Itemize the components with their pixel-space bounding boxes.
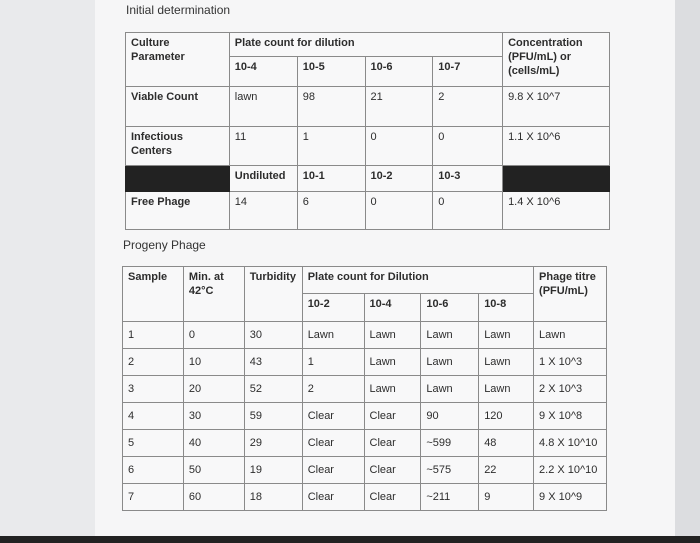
dilution-header: 10-8 xyxy=(479,294,534,322)
turbidity-cell: 19 xyxy=(244,457,302,484)
dilution-cell: 48 xyxy=(479,430,534,457)
right-background xyxy=(675,0,700,536)
subheader-cell: 10-1 xyxy=(297,166,365,192)
dilution-cell: Clear xyxy=(364,403,421,430)
subheader-cell: 10-2 xyxy=(365,166,433,192)
sample-header: Sample xyxy=(123,267,184,322)
concentration-cell: 1.1 X 10^6 xyxy=(503,127,610,166)
titre-cell: 9 X 10^9 xyxy=(534,484,607,511)
row-name: Viable Count xyxy=(126,87,230,127)
table-row xyxy=(123,457,607,484)
minutes-cell: 20 xyxy=(183,376,244,403)
turbidity-header: Turbidity xyxy=(244,267,302,322)
row-name: Infectious Centers xyxy=(126,127,230,166)
dilution-cell: Lawn xyxy=(421,322,479,349)
dilution-header: 10-6 xyxy=(421,294,479,322)
dilution-header: 10-7 xyxy=(433,57,503,87)
dilution-cell: Clear xyxy=(302,430,364,457)
table-row xyxy=(123,430,607,457)
dilution-cell: Clear xyxy=(302,457,364,484)
titre-cell: 1 X 10^3 xyxy=(534,349,607,376)
minutes-cell: 40 xyxy=(183,430,244,457)
titre-cell: 2.2 X 10^10 xyxy=(534,457,607,484)
concentration-header: Concentration (PFU/mL) or (cells/mL) xyxy=(503,33,610,87)
titre-cell: 9 X 10^8 xyxy=(534,403,607,430)
dilution-cell: Lawn xyxy=(421,349,479,376)
table-row xyxy=(123,484,607,511)
cell: 0 xyxy=(433,127,503,166)
sample-cell: 7 xyxy=(123,484,184,511)
dilution-cell: Lawn xyxy=(479,322,534,349)
left-background xyxy=(0,0,95,536)
titre-cell: Lawn xyxy=(534,322,607,349)
cell: 21 xyxy=(365,87,433,127)
dilution-cell: 1 xyxy=(302,349,364,376)
titre-cell: 2 X 10^3 xyxy=(534,376,607,403)
dilution-cell: 120 xyxy=(479,403,534,430)
turbidity-cell: 29 xyxy=(244,430,302,457)
sample-cell: 4 xyxy=(123,403,184,430)
sample-cell: 2 xyxy=(123,349,184,376)
dark-cell xyxy=(503,166,610,192)
dilution-cell: Clear xyxy=(302,484,364,511)
dilution-header: 10-2 xyxy=(302,294,364,322)
progeny-phage-table xyxy=(122,266,607,511)
table-row xyxy=(123,403,607,430)
dilution-cell: ~211 xyxy=(421,484,479,511)
dilution-cell: Lawn xyxy=(364,322,421,349)
turbidity-cell: 59 xyxy=(244,403,302,430)
bottom-edge xyxy=(0,536,700,543)
row-name: Free Phage xyxy=(126,192,230,230)
dilution-cell: Lawn xyxy=(479,349,534,376)
cell: 1 xyxy=(297,127,365,166)
plate-count-header: Plate count for Dilution xyxy=(302,267,533,294)
plate-count-header: Plate count for dilution xyxy=(229,33,502,57)
dilution-cell: ~575 xyxy=(421,457,479,484)
dilution-cell: Clear xyxy=(364,484,421,511)
sample-cell: 3 xyxy=(123,376,184,403)
cell: 0 xyxy=(365,127,433,166)
dilution-cell: Clear xyxy=(364,457,421,484)
dilution-cell: 9 xyxy=(479,484,534,511)
cell: 98 xyxy=(297,87,365,127)
turbidity-cell: 52 xyxy=(244,376,302,403)
initial-determination-table xyxy=(125,32,610,230)
dark-cell xyxy=(126,166,230,192)
minutes-cell: 30 xyxy=(183,403,244,430)
subheader-cell: Undiluted xyxy=(229,166,297,192)
dilution-cell: Lawn xyxy=(479,376,534,403)
turbidity-cell: 18 xyxy=(244,484,302,511)
titre-cell: 4.8 X 10^10 xyxy=(534,430,607,457)
sample-cell: 6 xyxy=(123,457,184,484)
titre-header: Phage titre (PFU/mL) xyxy=(534,267,607,322)
table-row xyxy=(123,376,607,403)
section-heading-initial: Initial determination xyxy=(126,3,231,17)
table-row xyxy=(123,349,607,376)
sample-cell: 5 xyxy=(123,430,184,457)
minutes-cell: 50 xyxy=(183,457,244,484)
cell: 2 xyxy=(433,87,503,127)
minutes-cell: 60 xyxy=(183,484,244,511)
dilution-header: 10-4 xyxy=(364,294,421,322)
dilution-header: 10-4 xyxy=(229,57,297,87)
cell: 11 xyxy=(229,127,297,166)
dilution-cell: Lawn xyxy=(364,376,421,403)
subheader-cell: 10-3 xyxy=(433,166,503,192)
dilution-header: 10-5 xyxy=(297,57,365,87)
dilution-cell: 2 xyxy=(302,376,364,403)
cell: lawn xyxy=(229,87,297,127)
dilution-cell: 22 xyxy=(479,457,534,484)
turbidity-cell: 43 xyxy=(244,349,302,376)
section-heading-progeny: Progeny Phage xyxy=(123,238,206,252)
minutes-cell: 0 xyxy=(183,322,244,349)
turbidity-cell: 30 xyxy=(244,322,302,349)
dilution-cell: Clear xyxy=(364,430,421,457)
dilution-cell: ~599 xyxy=(421,430,479,457)
dilution-cell: Lawn xyxy=(302,322,364,349)
dilution-cell: Lawn xyxy=(364,349,421,376)
dilution-cell: Lawn xyxy=(421,376,479,403)
cell: 6 xyxy=(297,192,365,230)
cell: 0 xyxy=(365,192,433,230)
cell: 14 xyxy=(229,192,297,230)
sample-cell: 1 xyxy=(123,322,184,349)
table-row xyxy=(123,322,607,349)
dilution-header: 10-6 xyxy=(365,57,433,87)
dilution-cell: Clear xyxy=(302,403,364,430)
concentration-cell: 9.8 X 10^7 xyxy=(503,87,610,127)
cell: 0 xyxy=(433,192,503,230)
minutes-cell: 10 xyxy=(183,349,244,376)
culture-parameter-header: Culture Parameter xyxy=(126,33,230,87)
dilution-cell: 90 xyxy=(421,403,479,430)
concentration-cell: 1.4 X 10^6 xyxy=(503,192,610,230)
minutes-header: Min. at 42°C xyxy=(183,267,244,322)
